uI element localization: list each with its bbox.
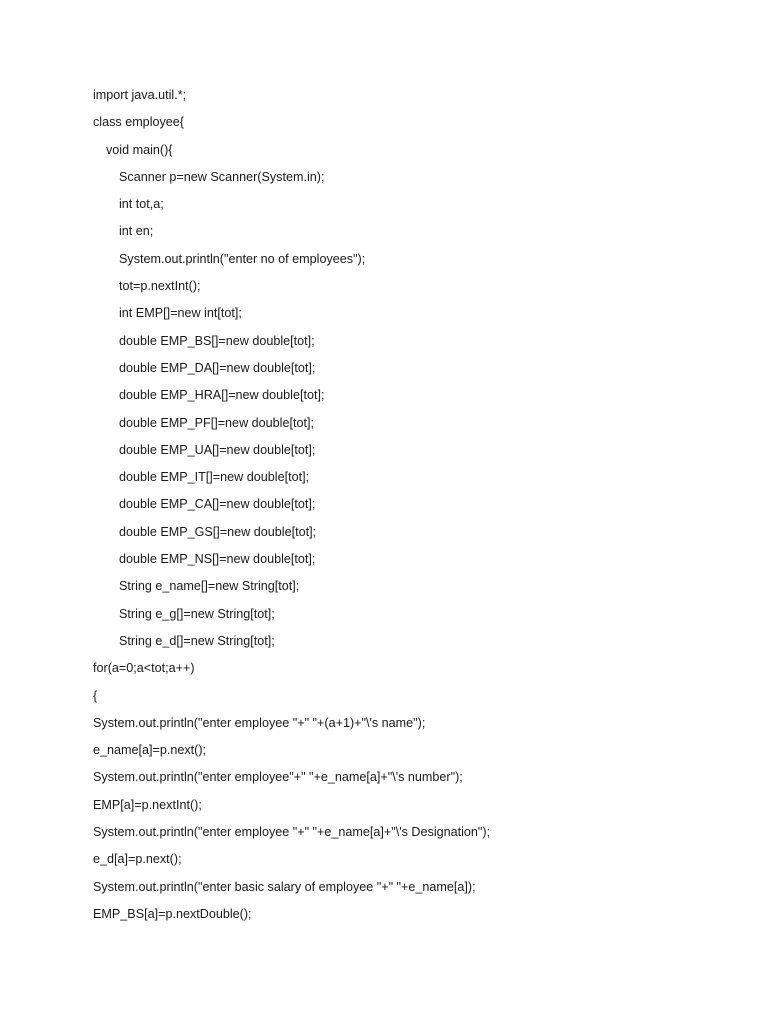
code-line: tot=p.nextInt(); bbox=[119, 279, 201, 294]
code-line: int en; bbox=[119, 224, 154, 239]
code-line: EMP_BS[a]=p.nextDouble(); bbox=[93, 906, 252, 921]
code-line: double EMP_GS[]=new double[tot]; bbox=[119, 524, 317, 539]
code-line: double EMP_HRA[]=new double[tot]; bbox=[119, 388, 325, 403]
code-line: for(a=0;a<tot;a++) bbox=[93, 661, 195, 676]
code-line: e_name[a]=p.next(); bbox=[93, 743, 207, 758]
code-line: e_d[a]=p.next(); bbox=[93, 852, 182, 867]
code-line: String e_d[]=new String[tot]; bbox=[119, 633, 275, 648]
code-line: double EMP_DA[]=new double[tot]; bbox=[119, 360, 316, 375]
code-line: void main(){ bbox=[106, 142, 173, 157]
code-line: double EMP_BS[]=new double[tot]; bbox=[119, 333, 315, 348]
code-line: String e_name[]=new String[tot]; bbox=[119, 579, 300, 594]
code-line: import java.util.*; bbox=[93, 88, 187, 102]
code-line: System.out.println("enter no of employees"); bbox=[119, 251, 366, 266]
code-line: { bbox=[93, 688, 98, 703]
code-line: EMP[a]=p.nextInt(); bbox=[93, 797, 202, 812]
code-line: System.out.println("enter employee"+" "+e_name[a]+"\'s number"); bbox=[93, 770, 463, 785]
code-line: Scanner p=new Scanner(System.in); bbox=[119, 169, 325, 184]
code-line: System.out.println("enter basic salary of employee "+" "+e_name[a]); bbox=[93, 879, 476, 894]
code-line: class employee{ bbox=[93, 115, 185, 130]
code-line: String e_g[]=new String[tot]; bbox=[119, 606, 275, 621]
code-line: int tot,a; bbox=[119, 197, 164, 212]
code-line: double EMP_UA[]=new double[tot]; bbox=[119, 442, 316, 457]
code-line: double EMP_PF[]=new double[tot]; bbox=[119, 415, 314, 430]
code-line: double EMP_NS[]=new double[tot]; bbox=[119, 552, 316, 567]
code-line: double EMP_CA[]=new double[tot]; bbox=[119, 497, 316, 512]
code-line: System.out.println("enter employee "+" "+(a+1)+"\'s name"); bbox=[93, 715, 426, 730]
code-listing bbox=[0, 86, 768, 932]
code-line: System.out.println("enter employee "+" "+e_name[a]+"\'s Designation"); bbox=[93, 825, 491, 840]
code-line: int EMP[]=new int[tot]; bbox=[119, 306, 242, 321]
code-line: double EMP_IT[]=new double[tot]; bbox=[119, 470, 310, 485]
